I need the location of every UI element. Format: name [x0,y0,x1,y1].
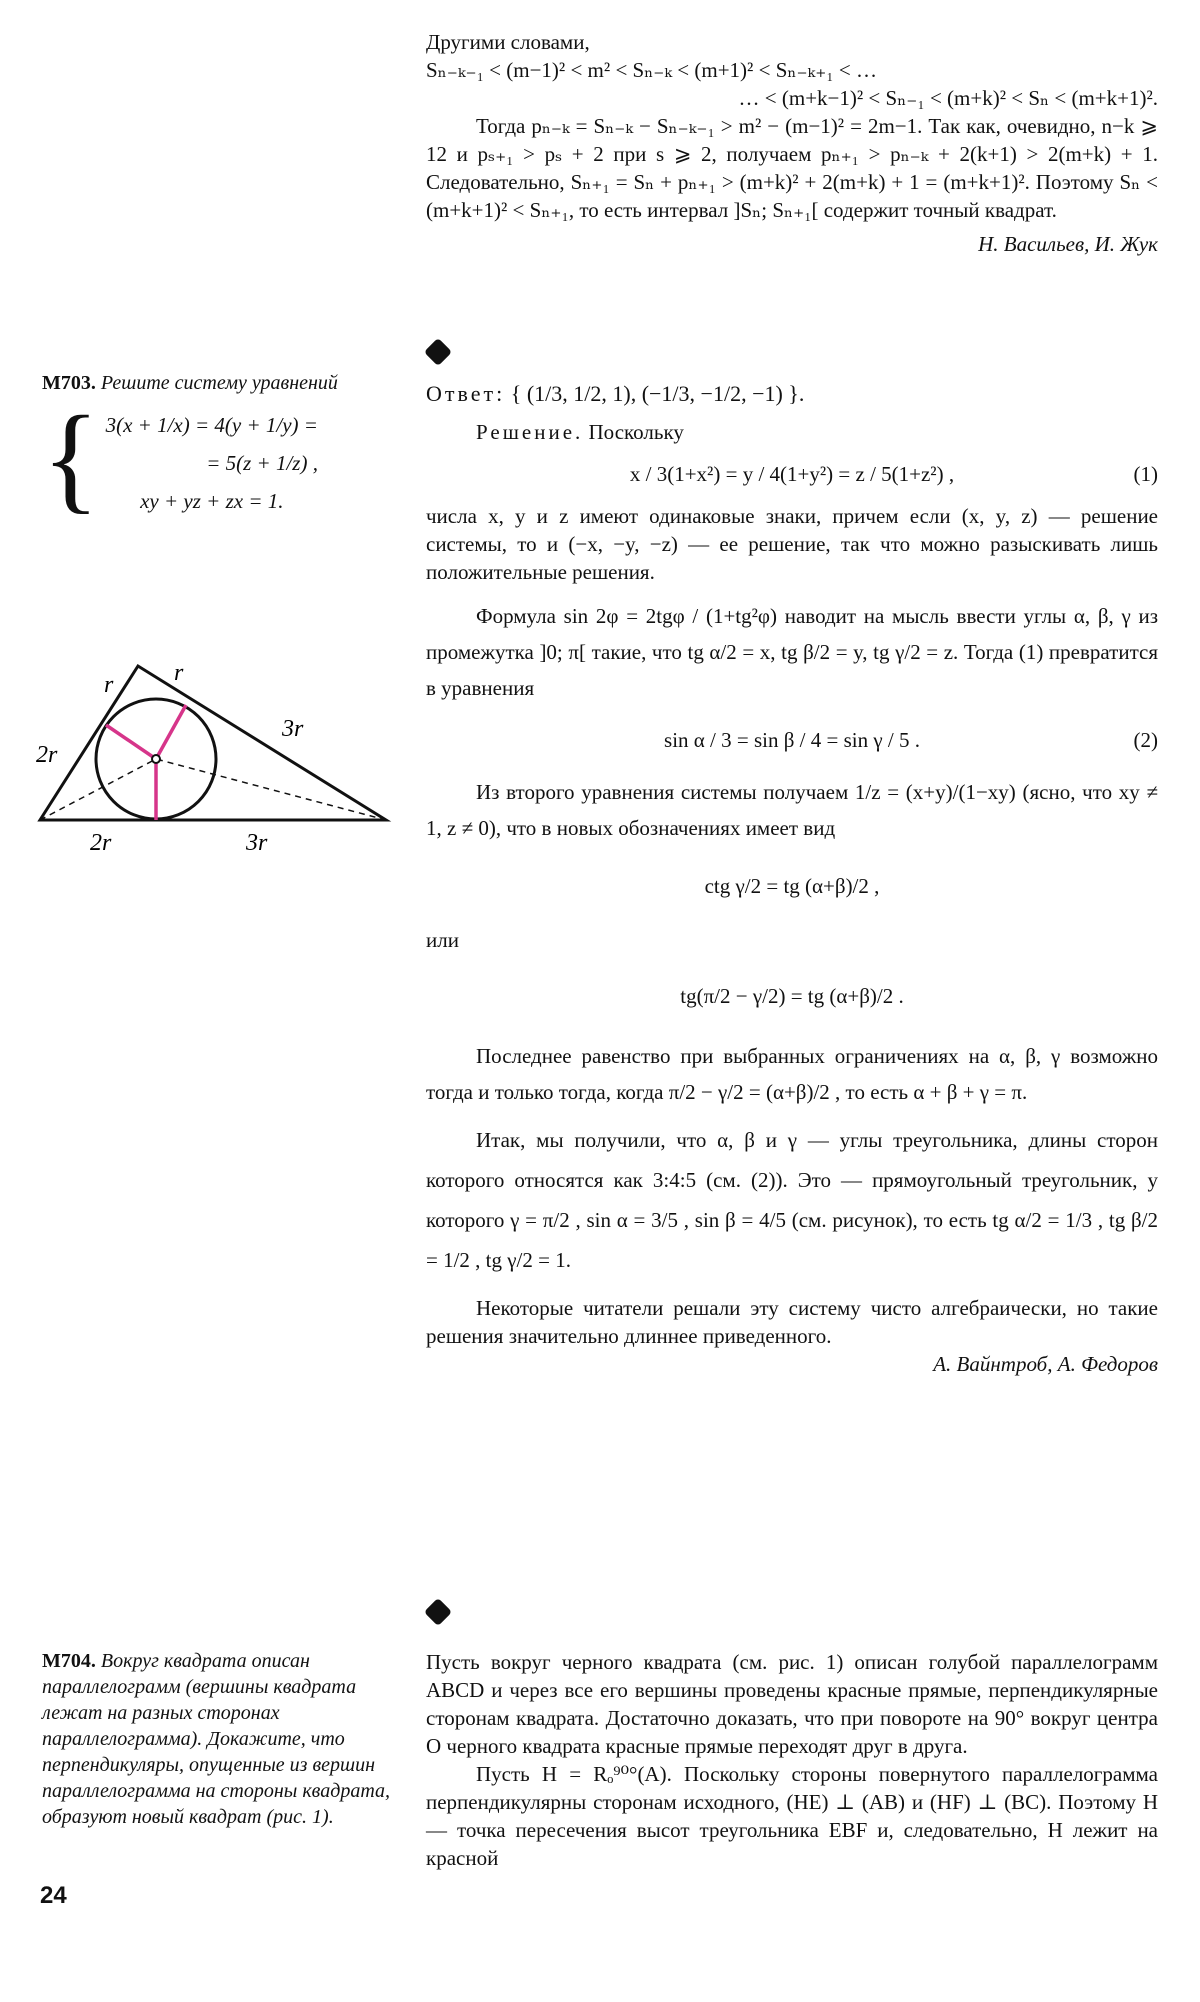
solution-p2: Формула sin 2φ = 2tgφ / (1+tg²φ) наводит на мысль ввести углы α, β, γ из промежутка ]0; π[ такие, что tg α/2 = x, tg β/2 = y, tg γ/2 = z. Тогда (1) превратится в уравнения [426,604,1158,700]
m704-p2: Пусть H = Rₒ⁹⁰°(A). Поскольку стороны повернутого параллелограмма перпендикулярны сторонам исходного, (HE) ⊥ (AB) и (HF) ⊥ (BC). Поэтому H — точка пересечения высот треугольника EBF и, следовательно, H лежит на красной [426,1762,1158,1870]
m703-eq1b: = 5(z + 1/z) , [206,451,318,475]
answer-label: Ответ: [426,381,506,406]
solution-p5: Итак, мы получили, что α, β и γ — углы треугольника, длины сторон которого относятся как 3:4:5 (см. (2)). Это — прямоугольный треугольник, у которого γ = π/2 , sin α = 3/5 , sin β = 4/5 (см. рисунок), то есть tg α/2 = 1/3 , tg β/2 = 1/2 , tg γ/2 = 1. [426,1128,1158,1272]
equation-2 [426,726,1158,754]
equation-2-number: (2) [1133,728,1158,752]
top-authors: Н. Васильев, И. Жук [978,232,1158,256]
top-paragraph: Тогда pₙ₋ₖ = Sₙ₋ₖ − Sₙ₋ₖ₋₁ > m² − (m−1)² = 2m−1. Так как, очевидно, n−k ⩾ 12 и pₛ₊₁ > pₛ + 2 при s ⩾ 2, получаем pₙ₊₁ > pₙ₋ₖ + 2(k+1) > 2(m+k) + 1. Следовательно, Sₙ₊₁ = Sₙ + pₙ₊₁ > (m+k)² + 2(m+k) + 1 = (m+k+1)². Поэтому Sₙ < (m+k+1)² < Sₙ₊₁, то есть интервал ]Sₙ; Sₙ₊₁[ содержит точный квадрат. [426,114,1158,222]
incenter [152,755,160,763]
m703-eq1a: 3(x + 1/x) = 4(y + 1/y) = [105,413,318,437]
equation-3 [426,872,1158,900]
m704-p1: Пусть вокруг черного квадрата (см. рис. 1) описан голубой параллелограмм ABCD и через все его вершины проведены красные прямые, перпендикулярные сторонам квадрата. Достаточно доказать, что при повороте на 90° вокруг центра O черного квадрата красные прямые переходят друг в друга. [426,1650,1158,1758]
triangle-incircle-figure [34,660,394,860]
equation-4 [426,982,1158,1010]
label-2r-left: 2r [36,742,58,768]
bisector-right [156,759,386,820]
system-brace: { [42,391,100,524]
equation-3-text: ctg γ/2 = tg (α+β)/2 , [704,874,880,898]
top-section [426,28,1158,258]
equation-1 [426,460,1158,488]
solution-intro: Поскольку [588,420,684,444]
page-number: 24 [40,1882,67,1909]
label-3r-bottom: 3r [246,830,268,856]
radius-top [156,705,186,759]
top-line2: Sₙ₋ₖ₋₁ < (m−1)² < m² < Sₙ₋ₖ < (m+1)² < Sₙ₋ₖ₊₁ < … [426,58,877,82]
label-r2: r [174,660,184,686]
solution-p4: Последнее равенство при выбранных ограничениях на α, β, γ возможно тогда и только тогда, когда π/2 − γ/2 = (α+β)/2 , то есть α + β + γ = π. [426,1044,1158,1104]
m703-eq2: xy + yz + zx = 1. [140,489,284,513]
answer-value: { (1/3, 1/2, 1), (−1/3, −1/2, −1) }. [510,381,805,406]
m704-task [42,1648,392,1830]
m703-system [42,391,392,524]
m703-solution [426,380,1158,1378]
m704-task-text: Вокруг квадрата описан параллелограмм (вершины квадрата лежат на разных сторонах параллелограмма). Докажите, что перпендикуляры, опущенные из вершин параллелограмма на стороны квадрата, образуют новый квадрат (рис. 1). [42,1650,391,1828]
solution-p3: Из второго уравнения системы получаем 1/z = (x+y)/(1−xy) (ясно, что xy ≠ 1, z ≠ 0), что в новых обозначениях имеет вид [426,780,1158,840]
top-line1: Другими словами, [426,30,590,54]
equation-4-text: tg(π/2 − γ/2) = tg (α+β)/2 . [680,984,904,1008]
word-or: или [426,928,459,952]
label-2r-bottom: 2r [90,830,112,856]
label-3r-right: 3r [282,716,304,742]
section-marker-diamond-2 [424,1598,452,1626]
radius-left [106,725,156,759]
solution-p1: числа x, y и z имеют одинаковые знаки, причем если (x, y, z) — решение системы, то и (−x, −y, −z) — ее решение, так что можно разыскивать лишь положительные решения. [426,504,1158,584]
m703-number: М703. [42,372,96,394]
solution-p6: Некоторые читатели решали эту систему чисто алгебраически, но такие решения значительно длиннее приведенного. [426,1296,1158,1348]
section-marker-diamond [424,338,452,366]
solution-label: Решение. [476,420,584,444]
label-r1: r [104,672,114,698]
m703-task [42,370,392,524]
m704-solution [426,1648,1158,1872]
m703-task-text: Решите систему уравнений [100,372,338,394]
equation-2-text: sin α / 3 = sin β / 4 = sin γ / 5 . [664,728,920,752]
m704-number: М704. [42,1650,96,1672]
equation-1-text: x / 3(1+x²) = y / 4(1+y²) = z / 5(1+z²) , [629,462,955,486]
solution-authors: А. Вайнтроб, А. Федоров [933,1352,1158,1376]
top-line3: … < (m+k−1)² < Sₙ₋₁ < (m+k)² < Sₙ < (m+k+1)². [738,86,1158,110]
equation-1-number: (1) [1133,462,1158,486]
